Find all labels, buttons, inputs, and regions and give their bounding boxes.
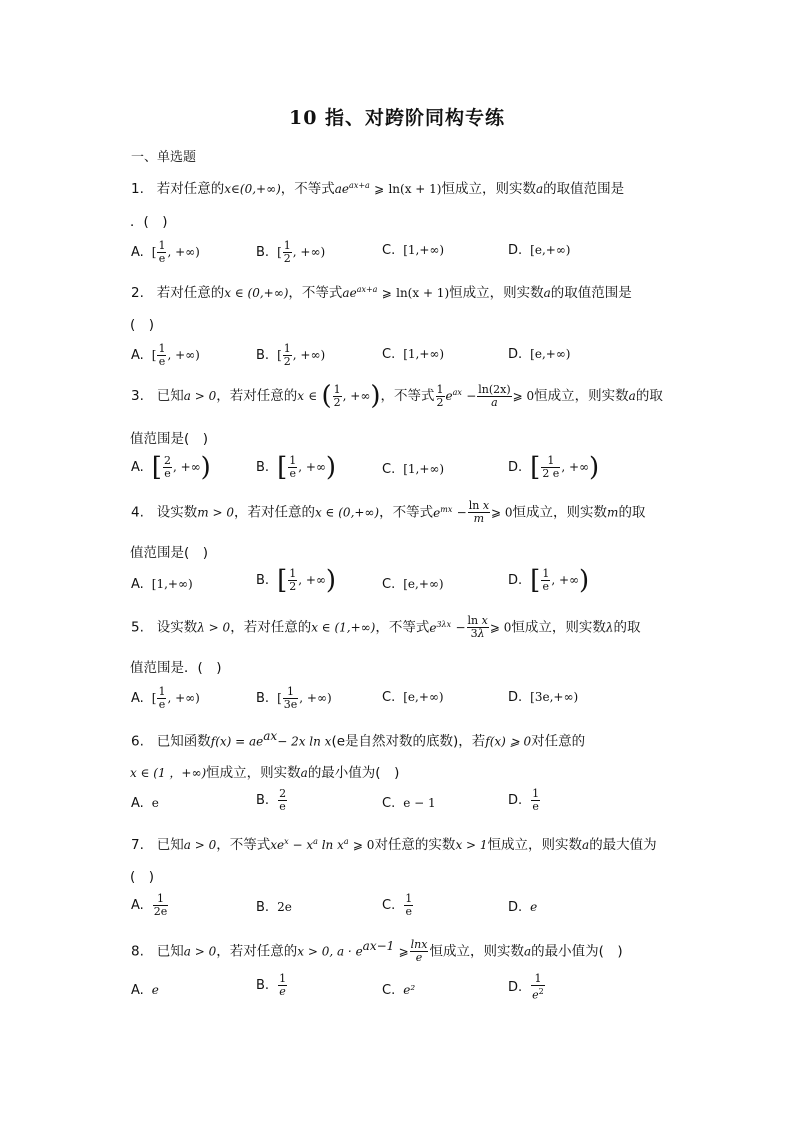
question-7: 7. 已知a > 0，不等式$xe^x - x^a$ $\ln x^a$ ⩾ 0对任意的实数x > 1恒成立，则实数a的最大值为	[131, 837, 657, 853]
question-7-cont: ( )	[130, 869, 155, 885]
q6-option-a[interactable]: A. e	[131, 796, 159, 811]
q6-option-b[interactable]: B. $\frac{2}{e}$	[256, 787, 287, 813]
question-6: 6. 已知函数$f(x) = ae^{ax}- 2x$ ln x(e是自然对数的底数)，若f(x) ⩾ 0对任意的	[131, 729, 586, 750]
q8-option-c[interactable]: C. e²	[382, 983, 416, 998]
q2-option-b[interactable]: B. [ $\frac{1}{2}$ , +∞)	[256, 342, 326, 368]
q4-option-a[interactable]: A. [1,+∞)	[131, 577, 193, 592]
q2-option-c[interactable]: C. [1,+∞)	[382, 347, 445, 362]
q1-option-c[interactable]: C. [1,+∞)	[382, 243, 445, 258]
q1-option-a[interactable]: A. [ $\frac{1}{e}$ , +∞)	[131, 239, 200, 265]
question-2-cont: ( )	[130, 317, 155, 333]
q5-option-c[interactable]: C. [e,+∞)	[382, 690, 444, 705]
question-4: 4. 设实数m > 0，若对任意的x ∈ (0,+∞)，不等式$e^{mx}$ − $\frac{\text{ln x}}{m}$ ⩾ 0恒成立，则实数m的取	[131, 499, 646, 525]
q8-option-b[interactable]: B. $\frac{1}{e}$	[256, 972, 287, 998]
q1-option-b[interactable]: B. [ $\frac{1}{2}$ , +∞)	[256, 239, 326, 265]
question-6-cont: x ∈ (1 ，+∞)恒成立，则实数a的最小值为( )	[130, 765, 400, 781]
q4-option-d[interactable]: D. [ $\frac{1}{e}$ , +∞)	[508, 565, 590, 595]
q6-option-c[interactable]: C. e − 1	[382, 796, 436, 811]
q4-option-b[interactable]: B. [ $\frac{1}{2}$ , +∞)	[256, 565, 337, 595]
question-5: 5. 设实数λ > 0，若对任意的x ∈ (1,+∞)，不等式$e^{3\lambda x}$ − $\frac{\text{ln x}}{3\lambda}$ ⩾ 0恒成立，则实数λ的取	[131, 614, 641, 640]
question-1-cont: ．( )	[130, 214, 168, 230]
q3-option-b[interactable]: B. [ $\frac{1}{e}$ , +∞)	[256, 452, 337, 482]
question-5-cont: 值范围是．( )	[130, 660, 222, 676]
q8-option-a[interactable]: A. e	[131, 983, 159, 998]
question-3-cont: 值范围是( )	[130, 431, 209, 447]
question-3: 3. 已知a > 0，若对任意的x ∈ ( $\frac{1}{2}$ , +∞)，不等式 $\frac{1}{2}$ $e^{ax}$ − $\frac{\ln(2x)}{a}$ ⩾ 0恒成立，则实数a的取	[131, 381, 663, 411]
q3-option-a[interactable]: A. [ $\frac{2}{e}$ , +∞)	[131, 452, 211, 482]
question-4-cont: 值范围是( )	[130, 545, 209, 561]
q5-option-d[interactable]: D. [3e,+∞)	[508, 690, 579, 705]
q7-option-a[interactable]: A. $\frac{1}{2e}$	[131, 892, 168, 918]
q4-option-c[interactable]: C. [e,+∞)	[382, 577, 444, 592]
q2-option-d[interactable]: D. [e,+∞)	[508, 347, 571, 362]
q1-option-d[interactable]: D. [e,+∞)	[508, 243, 571, 258]
q6-option-d[interactable]: D. $\frac{1}{e}$	[508, 787, 540, 813]
q3-option-c[interactable]: C. [1,+∞)	[382, 462, 445, 477]
question-8: 8. 已知a > 0，若对任意的x > 0, $a \cdot e^{ax-1}$ ⩾ $\frac{\ln x}{e}$ 恒成立，则实数a的最小值为( )	[131, 938, 623, 964]
q8-option-d[interactable]: D. $\frac{1}{e^2}$	[508, 972, 544, 1002]
q7-option-b[interactable]: B. 2e	[256, 900, 292, 915]
q3-option-d[interactable]: D. [ $\frac{1}{2 e}$ , +∞)	[508, 452, 600, 482]
page-title: 10 指、对跨阶同构专练	[288, 107, 506, 129]
question-2: 2. 若对任意的x ∈ (0,+∞)，不等式$ae^{ax+a}$ ⩾ ln(x + 1)恒成立，则实数a的取值范围是	[131, 285, 632, 301]
q7-option-c[interactable]: C. $\frac{1}{e}$	[382, 892, 413, 918]
q7-option-d[interactable]: D. e	[508, 900, 538, 915]
q5-option-a[interactable]: A. [ $\frac{1}{e}$ , +∞)	[131, 685, 200, 711]
q5-option-b[interactable]: B. [ $\frac{1}{3e}$ , +∞)	[256, 685, 332, 711]
question-1: 1. 若对任意的x∈(0,+∞)，不等式$ae^{ax+a}$ ⩾ ln(x + 1)恒成立，则实数a的取值范围是	[131, 181, 625, 197]
q2-option-a[interactable]: A. [ $\frac{1}{e}$ , +∞)	[131, 342, 200, 368]
section-heading: 一、单选题	[131, 150, 197, 165]
